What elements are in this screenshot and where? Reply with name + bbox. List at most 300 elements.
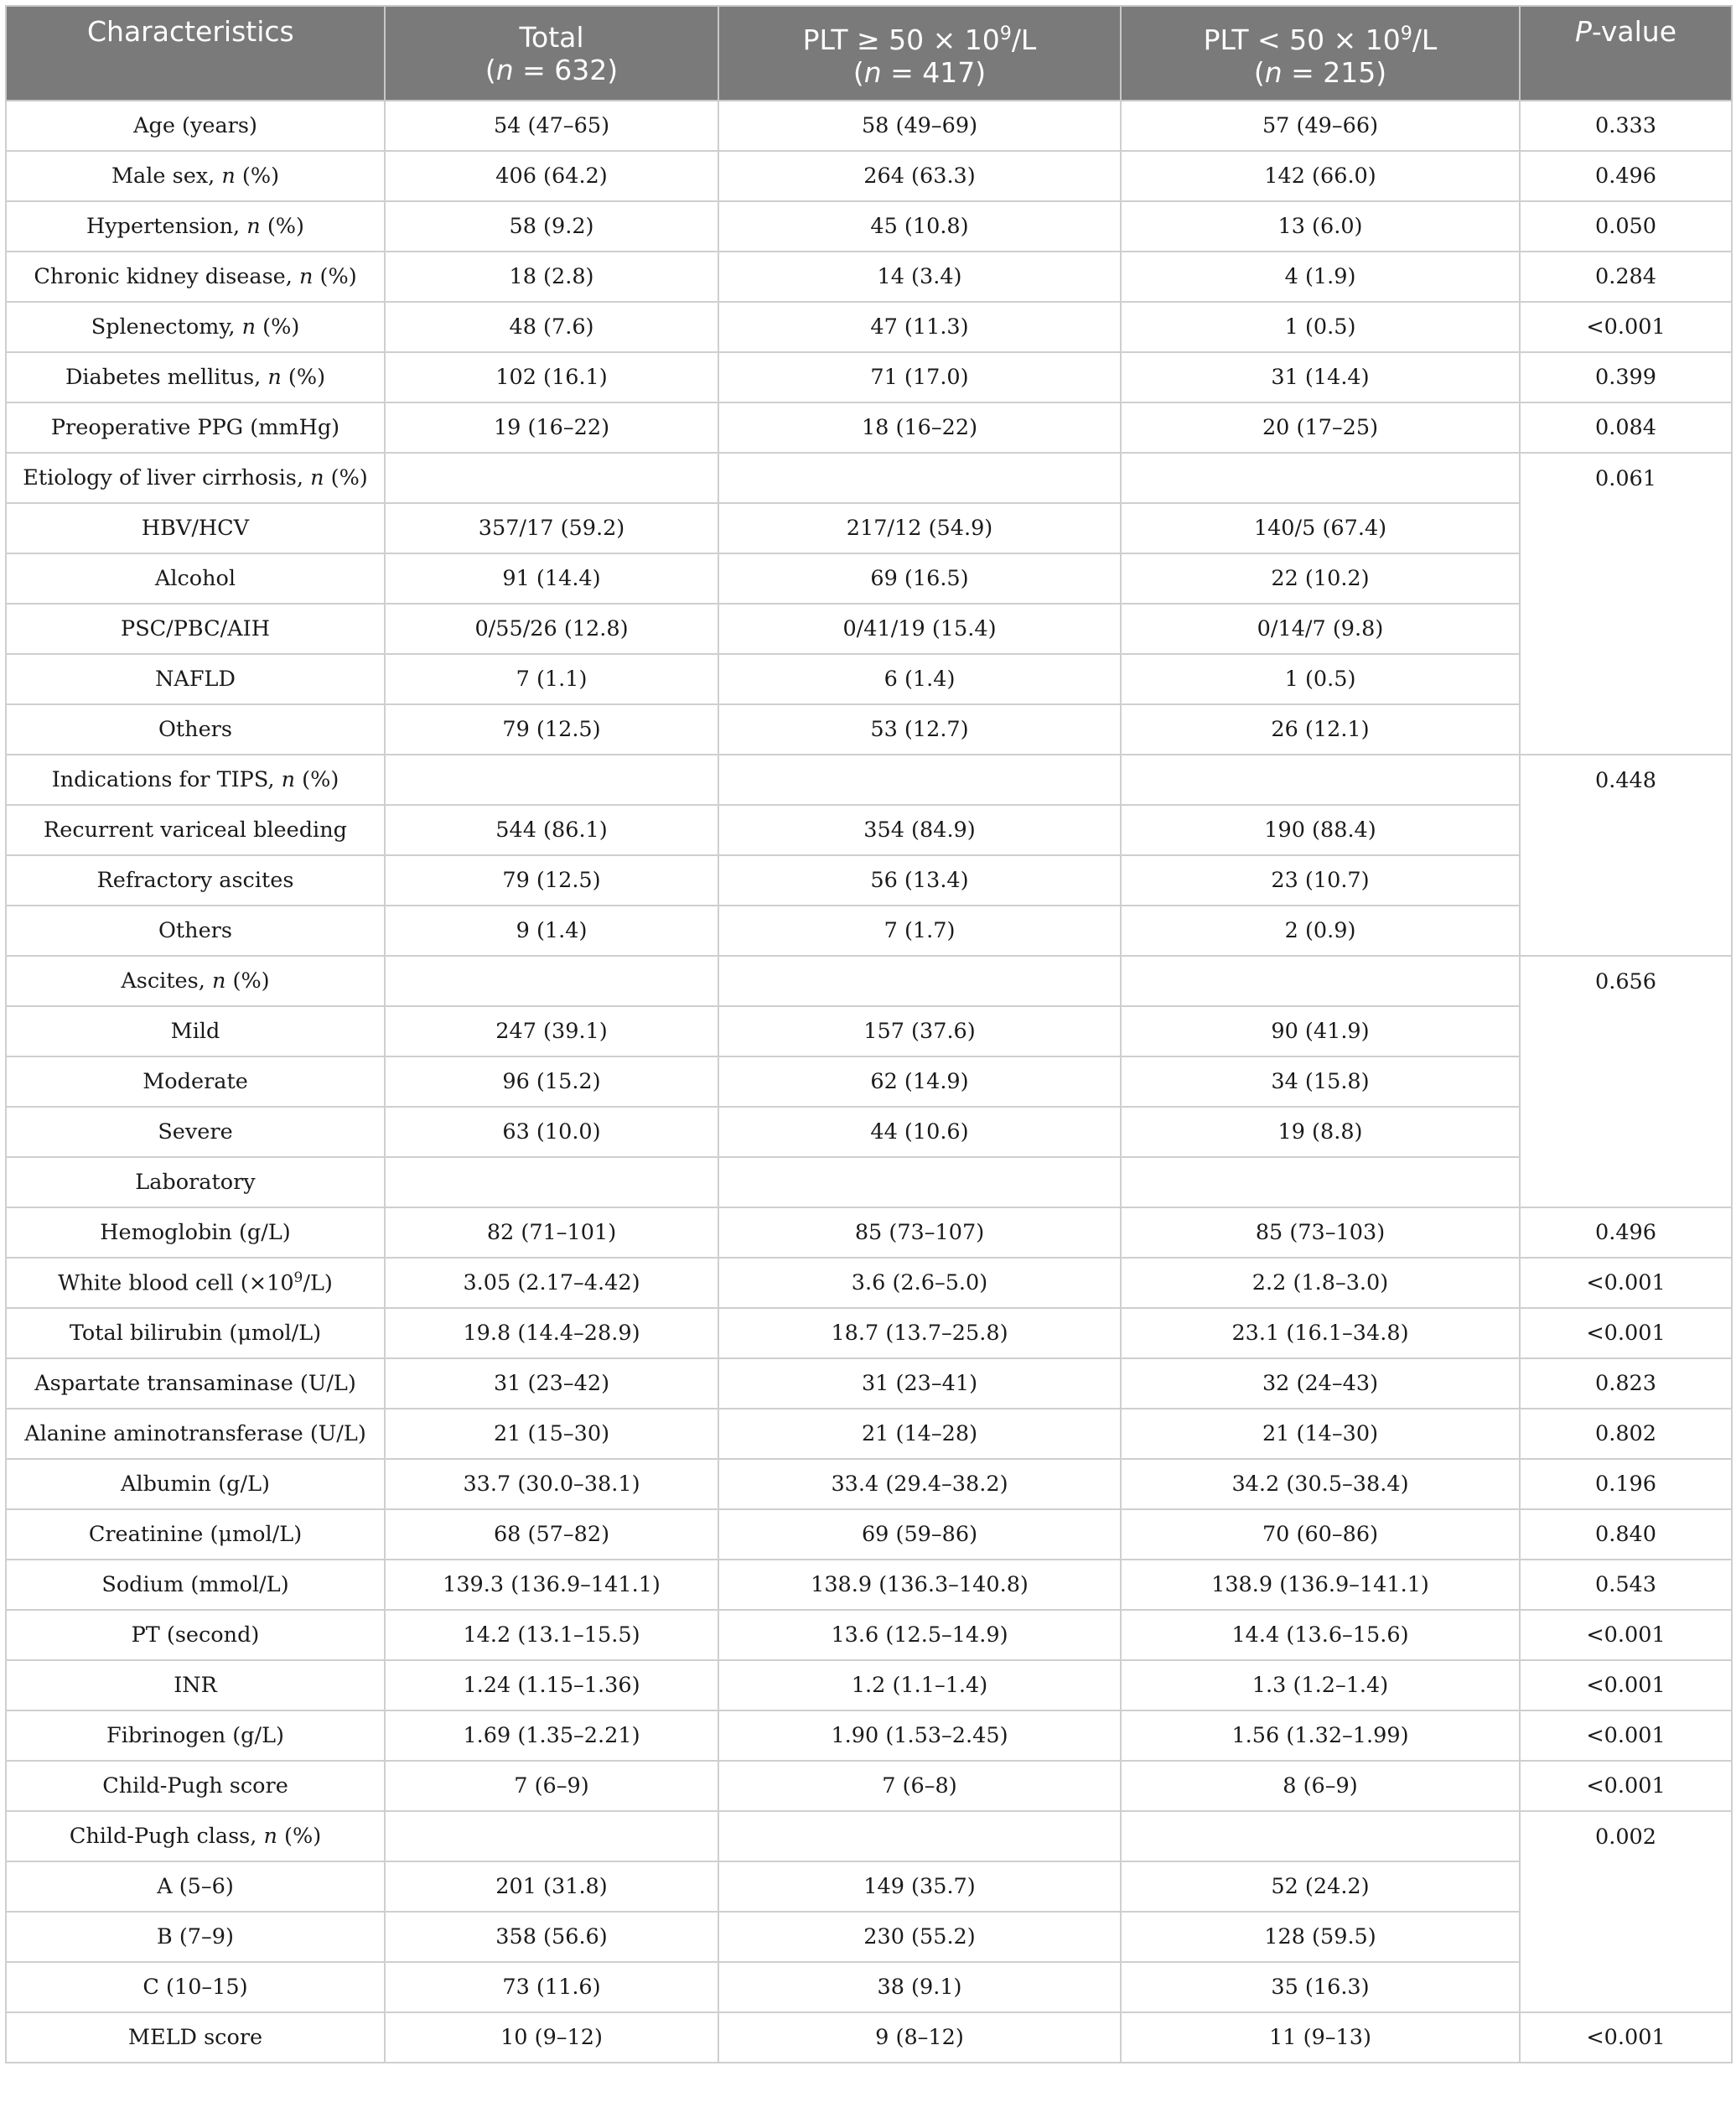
cell-plt-high: 14 (3.4) <box>718 252 1121 302</box>
cell-total: 358 (56.6) <box>385 1912 718 1962</box>
row-label-suffix: /L) <box>303 1270 333 1296</box>
row-label-sup: 9 <box>293 1269 303 1287</box>
row-label <box>6 604 385 654</box>
row-label <box>6 1107 385 1157</box>
cell-total: 1.69 (1.35–2.21) <box>385 1710 718 1761</box>
cell-plt-low: 2.2 (1.8–3.0) <box>1121 1258 1520 1308</box>
cell-p-value <box>1520 553 1732 604</box>
row-label-text: Child-Pugh score <box>102 1773 288 1799</box>
row-label-text: PT (second) <box>131 1622 260 1648</box>
cell-p-value: 0.543 <box>1520 1560 1732 1610</box>
row-label <box>6 352 385 402</box>
table-row <box>6 956 1732 1006</box>
row-label <box>6 1459 385 1509</box>
cell-plt-low: 34 (15.8) <box>1121 1056 1520 1107</box>
header-p-rest: -value <box>1591 15 1677 48</box>
table-row <box>6 402 1732 453</box>
cell-p-value <box>1520 503 1732 553</box>
table-row <box>6 1962 1732 2012</box>
table-row <box>6 252 1732 302</box>
cell-p-value: 0.196 <box>1520 1459 1732 1509</box>
cell-plt-high: 3.6 (2.6–5.0) <box>718 1258 1121 1308</box>
cell-total: 7 (1.1) <box>385 654 718 704</box>
characteristics-table <box>5 5 1733 2063</box>
cell-p-value <box>1520 1107 1732 1157</box>
row-label <box>6 704 385 755</box>
header-plt-low-n-value: = 215) <box>1282 56 1387 89</box>
row-label-text: Others <box>158 918 232 943</box>
row-label-text: Mild <box>170 1019 220 1044</box>
cell-plt-low: 31 (14.4) <box>1121 352 1520 402</box>
row-label <box>6 1509 385 1560</box>
row-label-suffix: (%) <box>313 264 357 289</box>
table-row <box>6 101 1732 151</box>
row-label-n: n <box>310 465 324 491</box>
row-label <box>6 1761 385 1811</box>
cell-plt-high: 44 (10.6) <box>718 1107 1121 1157</box>
cell-total: 0/55/26 (12.8) <box>385 604 718 654</box>
row-label <box>6 1912 385 1962</box>
row-label <box>6 1710 385 1761</box>
header-plt-low-title <box>1204 23 1438 56</box>
cell-plt-high: 7 (6–8) <box>718 1761 1121 1811</box>
header-plt-high-n-value: = 417) <box>881 56 987 89</box>
row-label <box>6 1660 385 1710</box>
cell-plt-low: 14.4 (13.6–15.6) <box>1121 1610 1520 1660</box>
table-row <box>6 453 1732 503</box>
cell-p-value: 0.496 <box>1520 1207 1732 1258</box>
table-row <box>6 553 1732 604</box>
row-label-text: Refractory ascites <box>96 868 294 893</box>
cell-plt-high: 0/41/19 (15.4) <box>718 604 1121 654</box>
cell-total <box>385 755 718 805</box>
row-label-suffix: (%) <box>324 465 368 491</box>
cell-plt-high: 38 (9.1) <box>718 1962 1121 2012</box>
cell-total: 10 (9–12) <box>385 2012 718 2063</box>
cell-total: 58 (9.2) <box>385 201 718 252</box>
header-total-n-value: = 632) <box>513 53 619 86</box>
cell-plt-high: 69 (16.5) <box>718 553 1121 604</box>
row-label-text: HBV/HCV <box>141 516 250 541</box>
row-label-suffix: (%) <box>295 767 339 792</box>
cell-p-value: <0.001 <box>1520 1761 1732 1811</box>
row-label-text: Hemoglobin (g/L) <box>100 1220 291 1245</box>
cell-total: 96 (15.2) <box>385 1056 718 1107</box>
cell-p-value: 0.084 <box>1520 402 1732 453</box>
table-row <box>6 1610 1732 1660</box>
cell-total: 82 (71–101) <box>385 1207 718 1258</box>
cell-p-value: 0.840 <box>1520 1509 1732 1560</box>
cell-p-value <box>1520 906 1732 956</box>
row-label-text: Laboratory <box>135 1170 256 1195</box>
cell-plt-low: 26 (12.1) <box>1121 704 1520 755</box>
cell-plt-low: 21 (14–30) <box>1121 1409 1520 1459</box>
row-label <box>6 1157 385 1207</box>
row-label-text: Child-Pugh class, <box>69 1824 264 1849</box>
cell-plt-low: 70 (60–86) <box>1121 1509 1520 1560</box>
cell-total: 68 (57–82) <box>385 1509 718 1560</box>
header-total-title: Total <box>519 20 584 54</box>
header-characteristics-text: Characteristics <box>87 15 294 48</box>
header-row <box>6 6 1732 101</box>
cell-plt-high: 157 (37.6) <box>718 1006 1121 1056</box>
cell-plt-low <box>1121 956 1520 1006</box>
cell-plt-high <box>718 1157 1121 1207</box>
cell-plt-high: 217/12 (54.9) <box>718 503 1121 553</box>
cell-p-value: <0.001 <box>1520 1660 1732 1710</box>
cell-plt-low: 1.56 (1.32–1.99) <box>1121 1710 1520 1761</box>
cell-total: 139.3 (136.9–141.1) <box>385 1560 718 1610</box>
row-label-text: Fibrinogen (g/L) <box>106 1723 284 1748</box>
table-row <box>6 1861 1732 1912</box>
cell-plt-low: 22 (10.2) <box>1121 553 1520 604</box>
cell-p-value: 0.496 <box>1520 151 1732 201</box>
row-label-text: Preoperative PPG (mmHg) <box>50 415 340 440</box>
row-label-text: Others <box>158 717 232 742</box>
cell-plt-low <box>1121 453 1520 503</box>
cell-plt-high: 62 (14.9) <box>718 1056 1121 1107</box>
header-plt-low <box>1121 6 1520 101</box>
cell-plt-low: 23 (10.7) <box>1121 855 1520 906</box>
cell-plt-high: 56 (13.4) <box>718 855 1121 906</box>
table-row <box>6 201 1732 252</box>
table-container <box>5 5 1731 2063</box>
row-label-n: n <box>211 968 226 994</box>
row-label-text: White blood cell (×10 <box>58 1270 294 1296</box>
header-total <box>385 6 718 101</box>
cell-plt-high: 53 (12.7) <box>718 704 1121 755</box>
header-total-n: (n = 632) <box>485 53 619 86</box>
row-label <box>6 151 385 201</box>
row-label-text: Severe <box>158 1119 233 1145</box>
cell-p-value: 0.333 <box>1520 101 1732 151</box>
cell-plt-high: 13.6 (12.5–14.9) <box>718 1610 1121 1660</box>
header-characteristics <box>6 6 385 101</box>
row-label-suffix: (%) <box>260 214 304 239</box>
cell-total: 54 (47–65) <box>385 101 718 151</box>
cell-p-value <box>1520 855 1732 906</box>
cell-plt-high: 45 (10.8) <box>718 201 1121 252</box>
cell-plt-high: 21 (14–28) <box>718 1409 1121 1459</box>
cell-total: 19 (16–22) <box>385 402 718 453</box>
row-label-n: n <box>221 164 236 189</box>
cell-p-value: 0.656 <box>1520 956 1732 1006</box>
cell-plt-low: 57 (49–66) <box>1121 101 1520 151</box>
cell-plt-low: 138.9 (136.9–141.1) <box>1121 1560 1520 1610</box>
row-label-text: B (7–9) <box>157 1924 234 1949</box>
row-label-text: Alanine aminotransferase (U/L) <box>24 1421 366 1446</box>
row-label <box>6 1258 385 1308</box>
cell-total: 91 (14.4) <box>385 553 718 604</box>
cell-plt-low: 35 (16.3) <box>1121 1962 1520 2012</box>
cell-plt-low: 2 (0.9) <box>1121 906 1520 956</box>
table-body <box>6 101 1732 2063</box>
row-label <box>6 1861 385 1912</box>
row-label-text: Sodium (mmol/L) <box>101 1572 289 1597</box>
header-plt-low-n: (n = 215) <box>1253 56 1387 89</box>
cell-plt-high: 6 (1.4) <box>718 654 1121 704</box>
row-label <box>6 1056 385 1107</box>
row-label <box>6 2012 385 2063</box>
row-label-text: Diabetes mellitus, <box>65 365 268 390</box>
cell-plt-low: 13 (6.0) <box>1121 201 1520 252</box>
cell-p-value: <0.001 <box>1520 1710 1732 1761</box>
table-row <box>6 1710 1732 1761</box>
table-row <box>6 352 1732 402</box>
table-row <box>6 2012 1732 2063</box>
cell-p-value: <0.001 <box>1520 1258 1732 1308</box>
row-label <box>6 906 385 956</box>
row-label-suffix: (%) <box>225 968 270 994</box>
row-label-text: Splenectomy, <box>91 314 242 340</box>
header-plt-high-n: (n = 417) <box>852 56 987 89</box>
cell-total: 9 (1.4) <box>385 906 718 956</box>
cell-plt-high: 33.4 (29.4–38.2) <box>718 1459 1121 1509</box>
cell-total: 201 (31.8) <box>385 1861 718 1912</box>
row-label <box>6 1308 385 1358</box>
cell-plt-high: 18 (16–22) <box>718 402 1121 453</box>
row-label <box>6 755 385 805</box>
cell-plt-high: 7 (1.7) <box>718 906 1121 956</box>
cell-p-value: <0.001 <box>1520 1308 1732 1358</box>
row-label <box>6 1560 385 1610</box>
cell-total: 544 (86.1) <box>385 805 718 855</box>
row-label-n: n <box>241 314 257 340</box>
table-row <box>6 1056 1732 1107</box>
cell-p-value <box>1520 1006 1732 1056</box>
header-plt-high-suffix: /L <box>1011 23 1037 56</box>
header-plt-high-sup: 9 <box>999 23 1012 44</box>
cell-plt-high <box>718 755 1121 805</box>
header-plt-high-title <box>803 23 1037 56</box>
table-row <box>6 1006 1732 1056</box>
row-label-text: Moderate <box>143 1069 248 1094</box>
cell-plt-low: 11 (9–13) <box>1121 2012 1520 2063</box>
cell-plt-low: 1 (0.5) <box>1121 302 1520 352</box>
row-label-text: MELD score <box>127 2025 263 2050</box>
row-label-text: Alcohol <box>154 566 236 591</box>
table-row <box>6 1358 1732 1409</box>
cell-plt-high: 69 (59–86) <box>718 1509 1121 1560</box>
cell-plt-low: 19 (8.8) <box>1121 1107 1520 1157</box>
header-p-italic: P <box>1574 15 1592 48</box>
cell-plt-low: 142 (66.0) <box>1121 151 1520 201</box>
cell-plt-low: 32 (24–43) <box>1121 1358 1520 1409</box>
row-label-n: n <box>298 264 314 289</box>
row-label <box>6 1006 385 1056</box>
table-row <box>6 1660 1732 1710</box>
row-label <box>6 453 385 503</box>
row-label-text: Hypertension, <box>86 214 247 239</box>
cell-plt-low: 140/5 (67.4) <box>1121 503 1520 553</box>
row-label <box>6 201 385 252</box>
cell-plt-high: 230 (55.2) <box>718 1912 1121 1962</box>
cell-total: 79 (12.5) <box>385 704 718 755</box>
table-row <box>6 1258 1732 1308</box>
cell-total: 33.7 (30.0–38.1) <box>385 1459 718 1509</box>
row-label-text: Creatinine (μmol/L) <box>88 1522 303 1547</box>
row-label-n: n <box>267 365 282 390</box>
table-row <box>6 503 1732 553</box>
row-label-text: Ascites, <box>121 968 212 994</box>
header-total-n-label: n <box>495 53 514 86</box>
cell-p-value <box>1520 1962 1732 2012</box>
cell-plt-high: 264 (63.3) <box>718 151 1121 201</box>
cell-p-value <box>1520 1056 1732 1107</box>
cell-plt-high <box>718 956 1121 1006</box>
header-plt-high-n-label: n <box>863 56 882 89</box>
row-label <box>6 956 385 1006</box>
cell-plt-low: 90 (41.9) <box>1121 1006 1520 1056</box>
row-label-text: Recurrent variceal bleeding <box>44 818 347 843</box>
cell-total: 63 (10.0) <box>385 1107 718 1157</box>
row-label-n: n <box>281 767 296 792</box>
header-plt-low-prefix: PLT < 50 × 10 <box>1203 23 1401 56</box>
cell-p-value: <0.001 <box>1520 1610 1732 1660</box>
cell-plt-high: 31 (23–41) <box>718 1358 1121 1409</box>
cell-total <box>385 453 718 503</box>
cell-plt-high: 1.2 (1.1–1.4) <box>718 1660 1121 1710</box>
table-row <box>6 855 1732 906</box>
cell-plt-high: 18.7 (13.7–25.8) <box>718 1308 1121 1358</box>
cell-plt-high <box>718 1811 1121 1861</box>
cell-total <box>385 956 718 1006</box>
row-label <box>6 302 385 352</box>
row-label-suffix: (%) <box>256 314 300 340</box>
row-label <box>6 654 385 704</box>
cell-total <box>385 1811 718 1861</box>
cell-plt-low: 20 (17–25) <box>1121 402 1520 453</box>
cell-plt-high: 85 (73–107) <box>718 1207 1121 1258</box>
table-row <box>6 755 1732 805</box>
table-row <box>6 704 1732 755</box>
cell-total: 48 (7.6) <box>385 302 718 352</box>
cell-p-value <box>1520 1912 1732 1962</box>
cell-plt-low: 52 (24.2) <box>1121 1861 1520 1912</box>
row-label <box>6 1811 385 1861</box>
cell-total: 73 (11.6) <box>385 1962 718 2012</box>
table-row <box>6 1459 1732 1509</box>
cell-plt-low: 1.3 (1.2–1.4) <box>1121 1660 1520 1710</box>
row-label-text: Male sex, <box>111 164 222 189</box>
cell-total: 406 (64.2) <box>385 151 718 201</box>
row-label <box>6 101 385 151</box>
table-row <box>6 1308 1732 1358</box>
cell-total: 19.8 (14.4–28.9) <box>385 1308 718 1358</box>
row-label <box>6 805 385 855</box>
table-row <box>6 805 1732 855</box>
row-label <box>6 1409 385 1459</box>
row-label-text: A (5–6) <box>157 1874 234 1899</box>
cell-total: 31 (23–42) <box>385 1358 718 1409</box>
table-row <box>6 1157 1732 1207</box>
row-label-text: Age (years) <box>133 113 257 138</box>
row-label-text: Chronic kidney disease, <box>34 264 299 289</box>
cell-total: 357/17 (59.2) <box>385 503 718 553</box>
cell-total: 102 (16.1) <box>385 352 718 402</box>
cell-p-value: 0.061 <box>1520 453 1732 503</box>
row-label-n: n <box>263 1824 277 1849</box>
cell-p-value: 0.284 <box>1520 252 1732 302</box>
header-p-value <box>1520 6 1732 101</box>
table-row <box>6 654 1732 704</box>
cell-total: 7 (6–9) <box>385 1761 718 1811</box>
cell-p-value: <0.001 <box>1520 2012 1732 2063</box>
cell-plt-low: 1 (0.5) <box>1121 654 1520 704</box>
cell-plt-low <box>1121 755 1520 805</box>
cell-p-value: 0.448 <box>1520 755 1732 805</box>
cell-p-value <box>1520 604 1732 654</box>
cell-plt-low: 23.1 (16.1–34.8) <box>1121 1308 1520 1358</box>
cell-plt-high: 9 (8–12) <box>718 2012 1121 2063</box>
cell-total: 14.2 (13.1–15.5) <box>385 1610 718 1660</box>
row-label <box>6 252 385 302</box>
cell-plt-high: 1.90 (1.53–2.45) <box>718 1710 1121 1761</box>
cell-plt-low: 85 (73–103) <box>1121 1207 1520 1258</box>
cell-total: 21 (15–30) <box>385 1409 718 1459</box>
row-label-text: Aspartate transaminase (U/L) <box>34 1371 356 1396</box>
cell-p-value: 0.050 <box>1520 201 1732 252</box>
table-row <box>6 604 1732 654</box>
row-label-suffix: (%) <box>235 164 280 189</box>
row-label-text: NAFLD <box>155 667 236 692</box>
cell-plt-low: 34.2 (30.5–38.4) <box>1121 1459 1520 1509</box>
cell-plt-high: 58 (49–69) <box>718 101 1121 151</box>
table-row <box>6 1560 1732 1610</box>
cell-plt-low: 190 (88.4) <box>1121 805 1520 855</box>
cell-p-value: 0.802 <box>1520 1409 1732 1459</box>
header-plt-high <box>718 6 1121 101</box>
header-plt-low-suffix: /L <box>1412 23 1438 56</box>
row-label <box>6 402 385 453</box>
table-header <box>6 6 1732 101</box>
row-label-n: n <box>246 214 261 239</box>
table-row <box>6 1761 1732 1811</box>
row-label-text: Indications for TIPS, <box>51 767 282 792</box>
cell-total: 79 (12.5) <box>385 855 718 906</box>
cell-plt-low: 8 (6–9) <box>1121 1761 1520 1811</box>
table-row <box>6 1207 1732 1258</box>
cell-total: 247 (39.1) <box>385 1006 718 1056</box>
cell-p-value <box>1520 1157 1732 1207</box>
row-label <box>6 1962 385 2012</box>
header-plt-high-prefix: PLT ≥ 50 × 10 <box>802 23 1000 56</box>
row-label-text: Etiology of liver cirrhosis, <box>23 465 311 491</box>
cell-total: 1.24 (1.15–1.36) <box>385 1660 718 1710</box>
cell-plt-low: 128 (59.5) <box>1121 1912 1520 1962</box>
row-label <box>6 1358 385 1409</box>
row-label-text: PSC/PBC/AIH <box>121 616 270 641</box>
table-row <box>6 1811 1732 1861</box>
row-label-text: INR <box>174 1673 217 1698</box>
row-label <box>6 1610 385 1660</box>
row-label <box>6 553 385 604</box>
table-row <box>6 1409 1732 1459</box>
cell-plt-low <box>1121 1157 1520 1207</box>
cell-total <box>385 1157 718 1207</box>
cell-plt-low <box>1121 1811 1520 1861</box>
table-row <box>6 1107 1732 1157</box>
cell-p-value <box>1520 805 1732 855</box>
cell-p-value: 0.002 <box>1520 1811 1732 1861</box>
table-row <box>6 151 1732 201</box>
cell-total: 18 (2.8) <box>385 252 718 302</box>
cell-plt-high <box>718 453 1121 503</box>
table-row <box>6 1912 1732 1962</box>
cell-p-value <box>1520 704 1732 755</box>
cell-plt-high: 354 (84.9) <box>718 805 1121 855</box>
cell-total: 3.05 (2.17–4.42) <box>385 1258 718 1308</box>
